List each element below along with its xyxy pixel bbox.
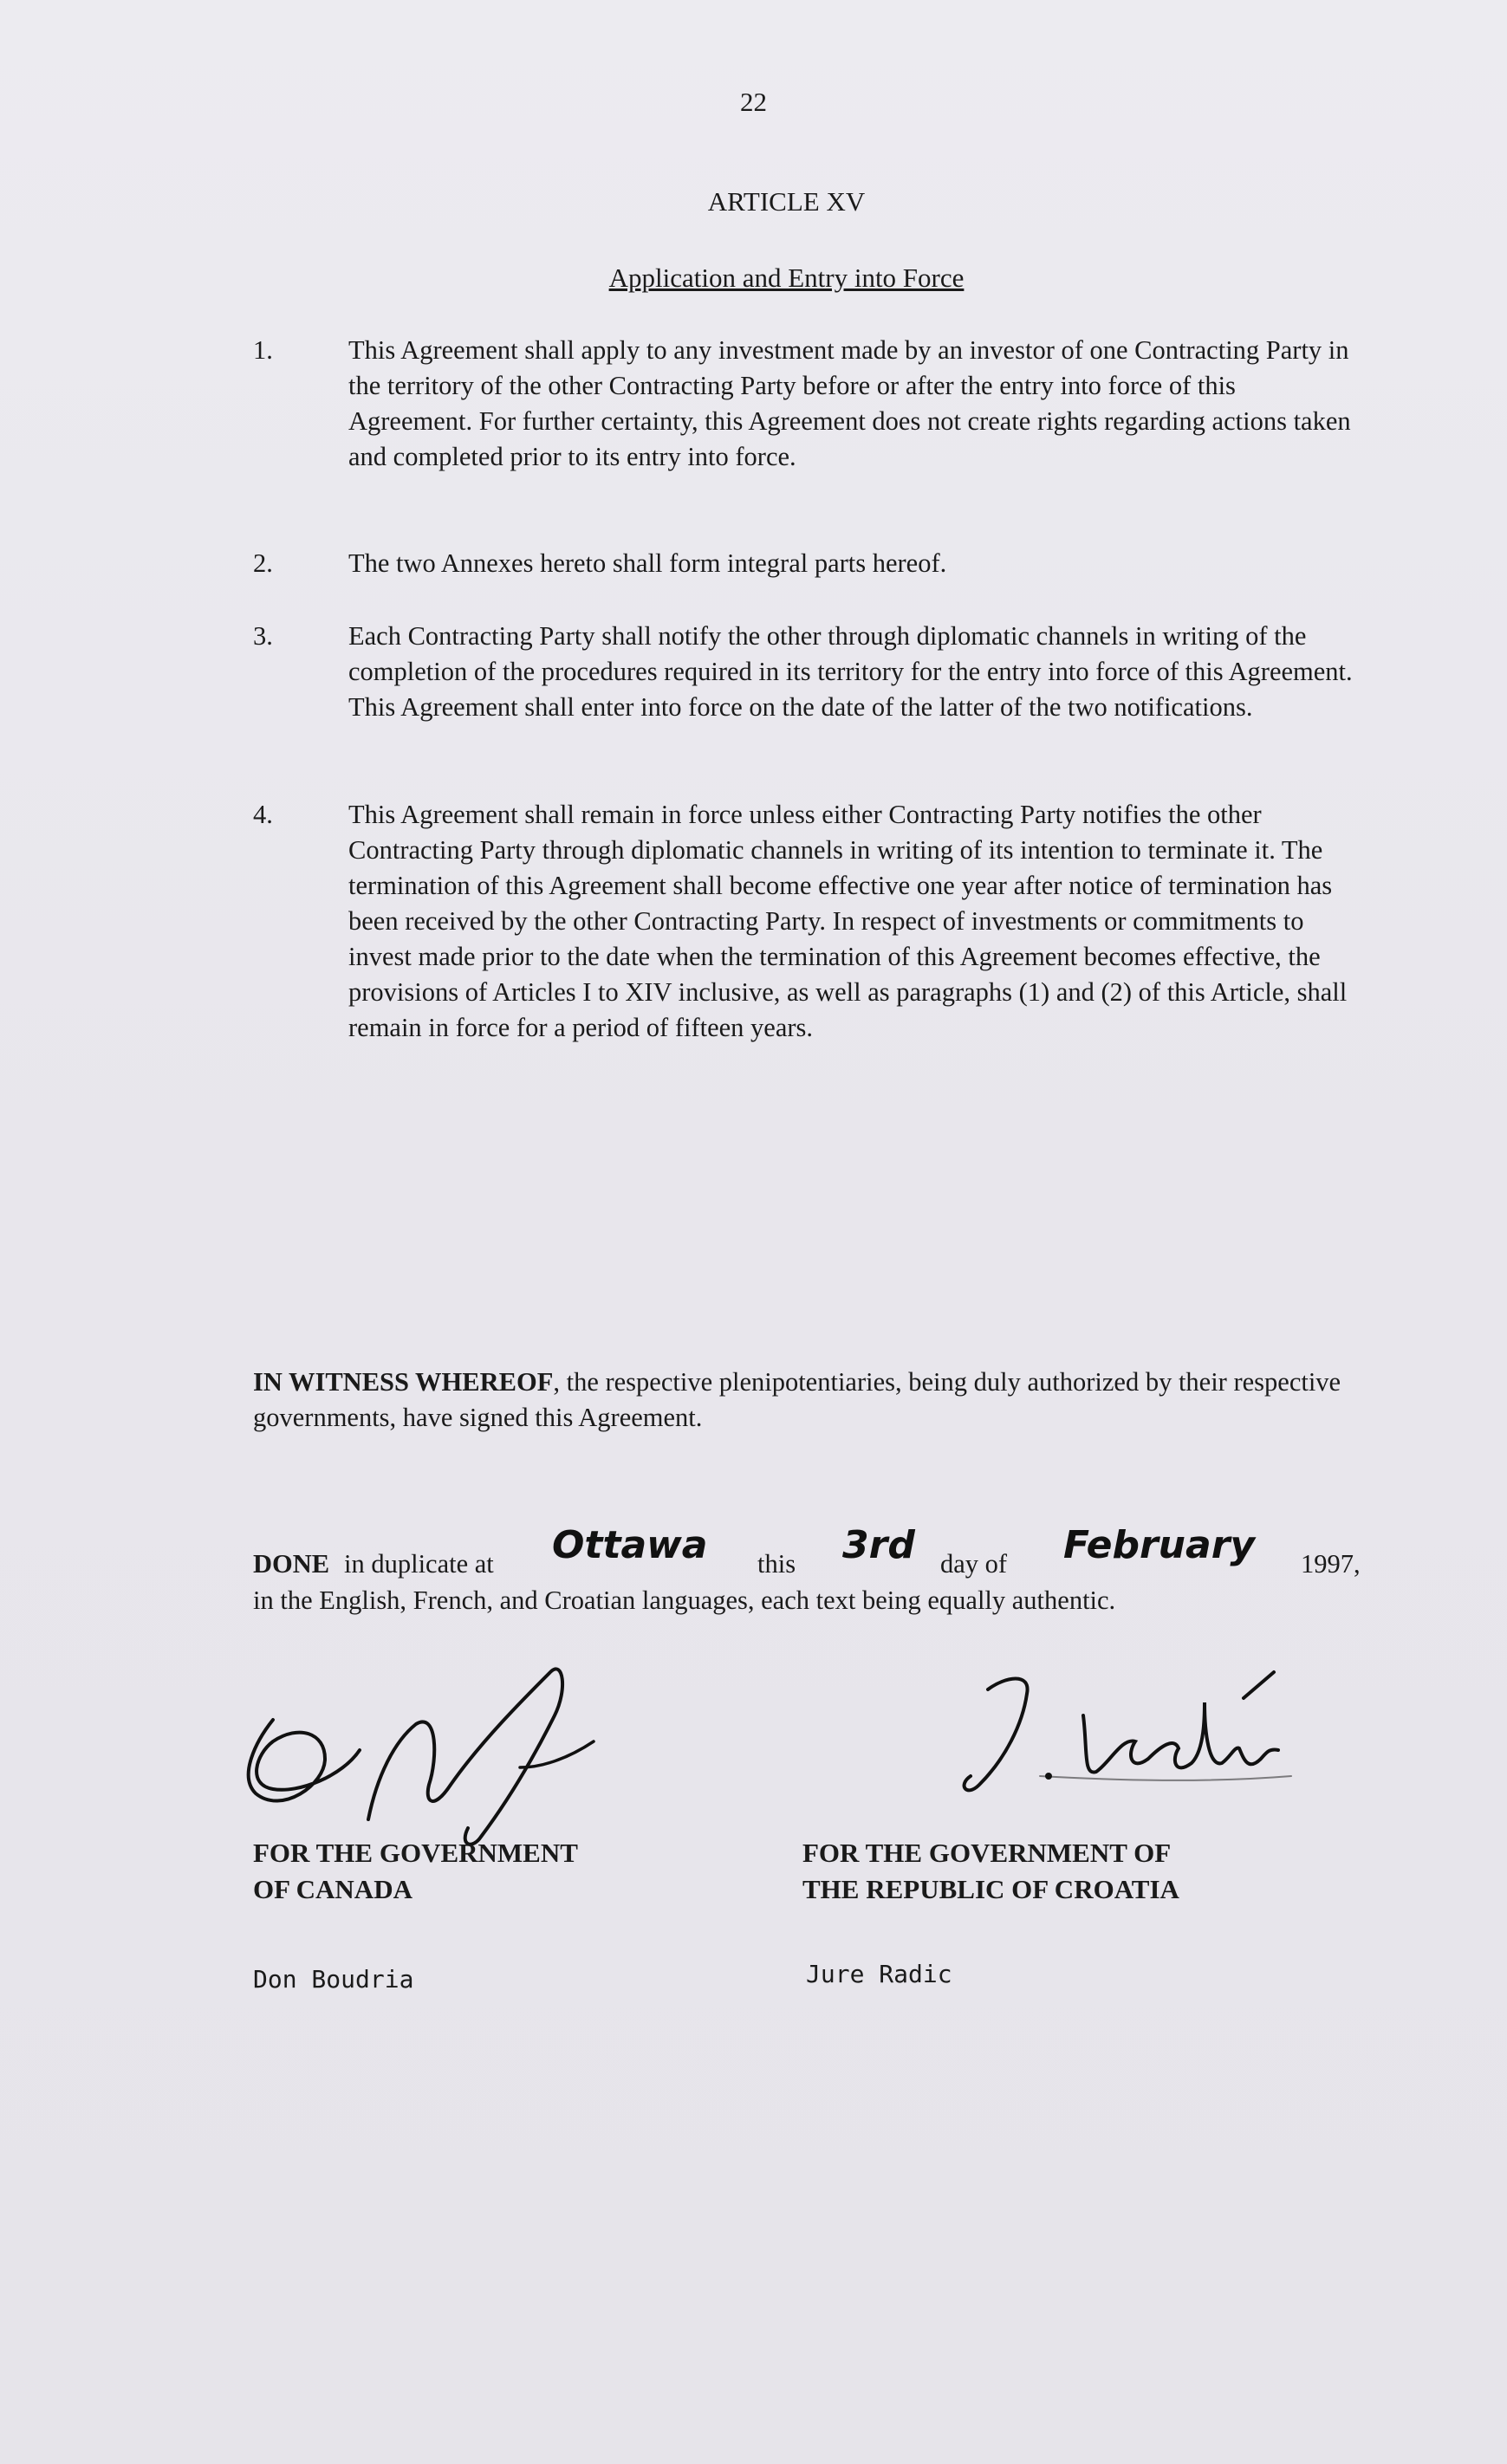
paragraph-4	[253, 797, 1354, 1046]
paragraph-3	[253, 619, 1354, 725]
paragraph-text: This Agreement shall apply to any investment made by an investor of one Contracting Party in the territory of the other Contracting Party before or after the entry into force of this Agreement. For further certainty, this Agreement does not create rights regarding actions taken and completed prior to its entry into force.	[348, 335, 1351, 471]
government-line-1: FOR THE GOVERNMENT OF	[802, 1838, 1172, 1868]
signature-canada-icon	[221, 1637, 672, 1854]
done-in-duplicate: in duplicate at	[344, 1549, 494, 1579]
handwritten-month: February	[1063, 1523, 1256, 1567]
done-year: 1997,	[1301, 1549, 1361, 1579]
government-line-2: THE REPUBLIC OF CROATIA	[802, 1874, 1179, 1904]
signature-croatia-icon	[945, 1655, 1309, 1811]
handwritten-place: Ottawa	[552, 1523, 708, 1567]
article-subtitle: Application and Entry into Force	[608, 263, 965, 293]
signatory-block-croatia	[802, 1835, 1179, 1908]
article-title: ARTICLE XV	[707, 186, 866, 217]
done-this: this	[757, 1549, 796, 1579]
signatory-name-croatia: Jure Radic	[806, 1960, 952, 1988]
signatory-block-canada	[253, 1835, 578, 1908]
done-lead: DONE	[253, 1549, 330, 1579]
paragraph-number: 2.	[253, 548, 273, 578]
witness-text: , the respective plenipotentiaries, being duly authorized by their respective governments, have signed this Agreement.	[253, 1367, 1341, 1432]
government-line-1: FOR THE GOVERNMENT	[253, 1838, 578, 1868]
handwritten-day: 3rd	[842, 1523, 915, 1567]
witness-lead: IN WITNESS WHEREOF	[253, 1367, 554, 1397]
paragraph-2	[253, 546, 1354, 581]
paragraph-number: 1.	[253, 335, 273, 365]
paragraph-text: The two Annexes hereto shall form integral parts hereof.	[348, 548, 947, 578]
paragraph-text: This Agreement shall remain in force unless either Contracting Party notifies the other Contracting Party through diplomatic channels in writing of its intention to terminate it. The termination of this Agreement shall become effective one year after notice of termination has been received by the other Contracting Party. In respect of investments or commitments to invest made prior to the date when the termination of this Agreement becomes effective, the provisions of Articles I to XIV inclusive, as well as paragraphs (1) and (2) of this Article, shall remain in force for a period of fifteen years.	[348, 800, 1348, 1042]
paragraph-number: 3.	[253, 621, 273, 651]
signatory-name-canada: Don Boudria	[253, 1965, 414, 1994]
page-number: 22	[740, 87, 767, 117]
witness-clause	[253, 1365, 1380, 1436]
done-day-of: day of	[940, 1549, 1008, 1579]
paragraph-text: Each Contracting Party shall notify the other through diplomatic channels in writing of the completion of the procedures required in its territory for the entry into force of this Agreement. This Agreement shall enter into force on the date of the latter of the two notifications.	[348, 621, 1353, 722]
government-line-2: OF CANADA	[253, 1874, 412, 1904]
languages-line: in the English, French, and Croatian languages, each text being equally authentic.	[253, 1585, 1116, 1615]
paragraph-number: 4.	[253, 800, 273, 829]
done-line	[253, 1523, 1388, 1582]
paragraph-1	[253, 333, 1354, 475]
